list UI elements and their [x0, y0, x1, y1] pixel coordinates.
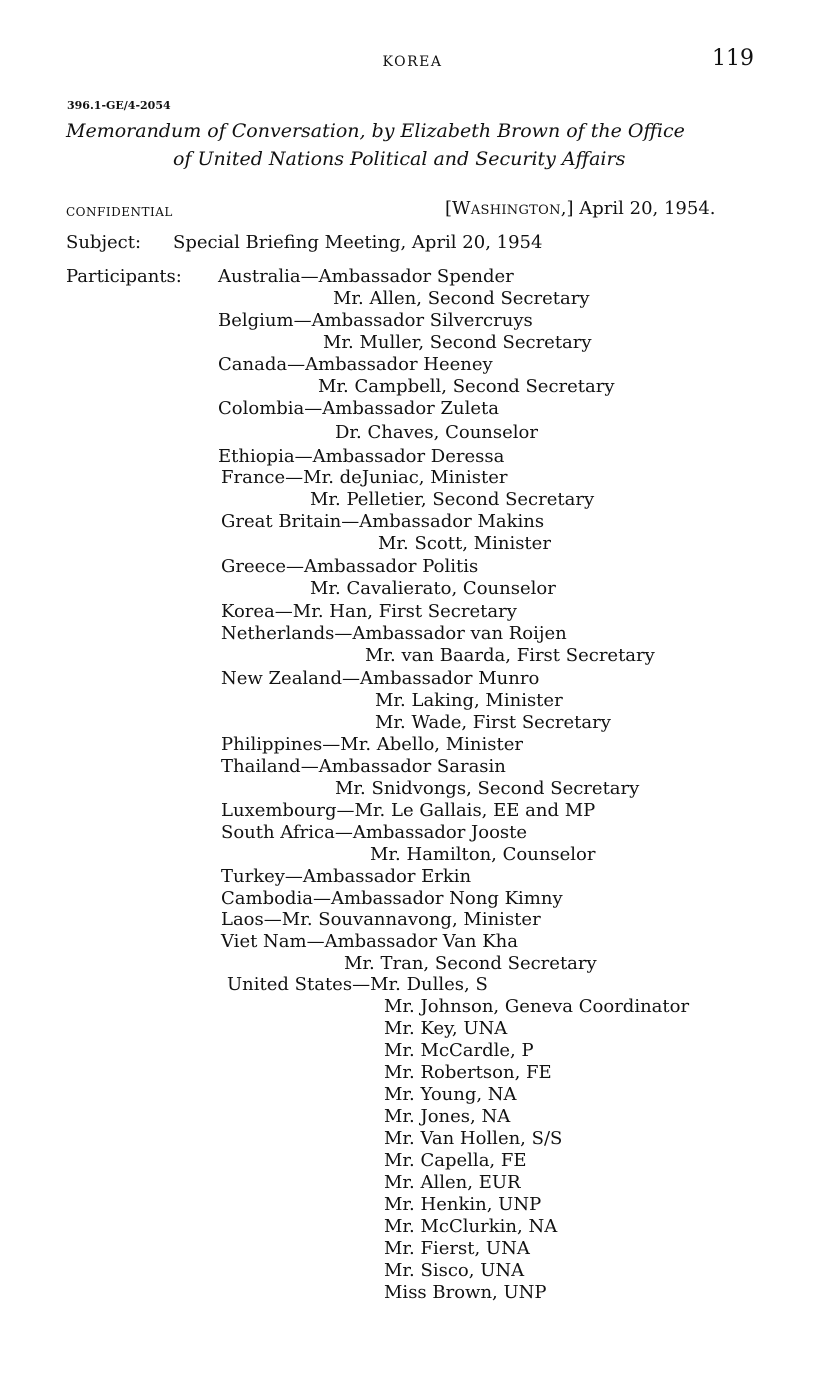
participant-line: Luxembourg—Mr. Le Gallais, EE and MP	[221, 800, 596, 821]
participant-line: Mr. Snidvongs, Second Secretary	[335, 778, 640, 799]
participant-line: Mr. Sisco, UNA	[384, 1260, 525, 1281]
participant-line: Mr. Jones, NA	[384, 1106, 511, 1127]
participant-line: Mr. Henkin, UNP	[384, 1194, 542, 1215]
running-head: KOREA	[382, 54, 443, 70]
participant-line: Philippines—Mr. Abello, Minister	[221, 734, 523, 755]
document-title-line-2: of United Nations Political and Security Affairs	[173, 148, 626, 170]
participant-line: South Africa—Ambassador Jooste	[221, 822, 528, 843]
subject-label: Subject:	[66, 232, 142, 253]
participant-line: Mr. Campbell, Second Secretary	[318, 376, 615, 397]
participant-line: France—Mr. deJuniac, Minister	[221, 467, 508, 488]
participant-line: Mr. Wade, First Secretary	[375, 712, 611, 733]
participant-line: Colombia—Ambassador Zuleta	[218, 398, 499, 419]
participant-line: Mr. Fierst, UNA	[384, 1238, 530, 1259]
participant-line: Mr. Key, UNA	[384, 1018, 508, 1039]
participant-line: Cambodia—Ambassador Nong Kimny	[221, 888, 563, 909]
participant-line: Mr. Capella, FE	[384, 1150, 527, 1171]
participant-line: Great Britain—Ambassador Makins	[221, 511, 545, 532]
participant-line: Thailand—Ambassador Sarasin	[221, 756, 506, 777]
participant-line: Mr. Cavalierato, Counselor	[310, 578, 556, 599]
participant-line: Mr. Robertson, FE	[384, 1062, 552, 1083]
participant-line: Laos—Mr. Souvannavong, Minister	[221, 909, 541, 930]
participant-line: Mr. Muller, Second Secretary	[323, 332, 592, 353]
participant-line: Mr. Pelletier, Second Secretary	[310, 489, 595, 510]
file-number: 396.1-GE/4-2054	[67, 99, 171, 112]
participant-line: Mr. van Baarda, First Secretary	[365, 645, 655, 666]
participant-line: Mr. Allen, Second Secretary	[333, 288, 590, 309]
participant-line: Korea—Mr. Han, First Secretary	[221, 601, 517, 622]
participant-line: Mr. Johnson, Geneva Coordinator	[384, 996, 690, 1017]
participant-line: Mr. Hamilton, Counselor	[370, 844, 596, 865]
participant-line: Ethiopia—Ambassador Deressa	[218, 446, 505, 467]
participant-line: Viet Nam—Ambassador Van Kha	[221, 931, 518, 952]
participant-line: New Zealand—Ambassador Munro	[221, 668, 540, 689]
participant-line: Mr. Young, NA	[384, 1084, 517, 1105]
participant-line: Mr. Allen, EUR	[384, 1172, 521, 1193]
participant-line: Dr. Chaves, Counselor	[335, 422, 538, 443]
participants-label: Participants:	[66, 266, 182, 287]
participant-line: Mr. Scott, Minister	[378, 533, 551, 554]
document-title-line-1: Memorandum of Conversation, by Elizabeth Brown of the Office	[66, 120, 685, 142]
participant-line: Mr. Van Hollen, S/S	[384, 1128, 563, 1149]
participant-line: Australia—Ambassador Spender	[218, 266, 514, 287]
classification-marking: CONFIDENTIAL	[66, 205, 173, 219]
participant-line: Greece—Ambassador Politis	[221, 556, 479, 577]
dateline-date: April 20, 1954.	[579, 198, 716, 219]
participant-line: United States—Mr. Dulles, S	[227, 974, 488, 995]
participant-line: Turkey—Ambassador Erkin	[221, 866, 472, 887]
participant-line: Belgium—Ambassador Silvercruys	[218, 310, 533, 331]
participant-line: Mr. McClurkin, NA	[384, 1216, 558, 1237]
subject-text: Special Briefing Meeting, April 20, 1954	[173, 232, 543, 253]
participant-line: Canada—Ambassador Heeney	[218, 354, 493, 375]
dateline-place: WASHINGTON	[452, 198, 561, 219]
page-number: 119	[712, 46, 754, 71]
participant-line: Mr. McCardle, P	[384, 1040, 534, 1061]
participant-line: Mr. Laking, Minister	[375, 690, 563, 711]
participant-line: Miss Brown, UNP	[384, 1282, 547, 1303]
dateline: [WASHINGTON,] April 20, 1954.	[445, 198, 716, 219]
participant-line: Mr. Tran, Second Secretary	[344, 953, 597, 974]
participant-line: Netherlands—Ambassador van Roijen	[221, 623, 567, 644]
